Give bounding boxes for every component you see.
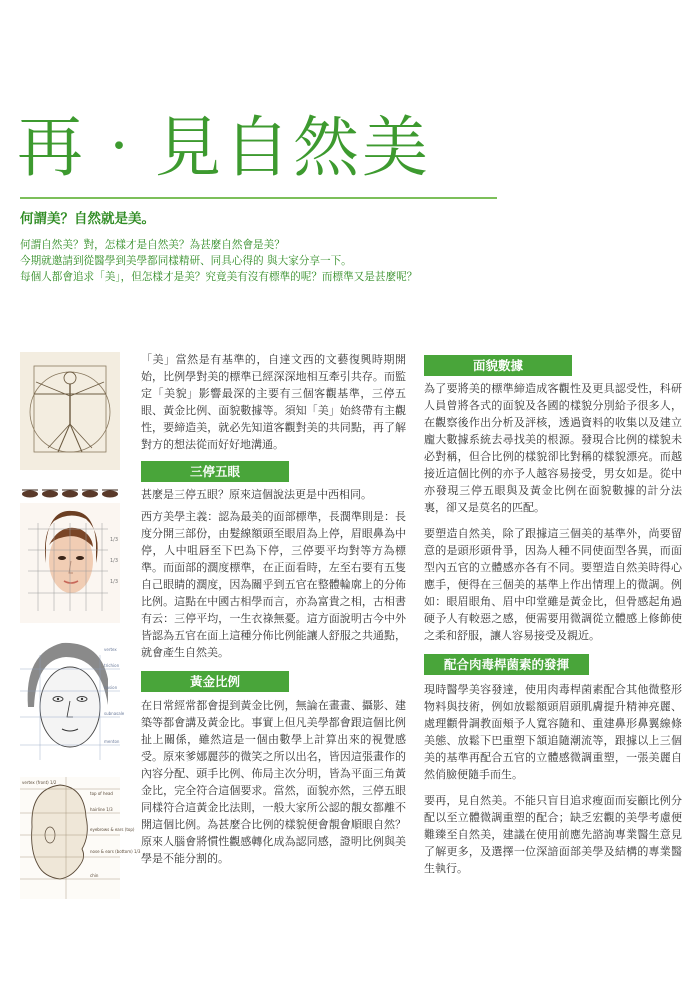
- section-paragraph: 要塑造自然美，除了跟據這三個美的基準外，尚要留意的是頭形頭骨爭，因為人種不同使面型各異，而面型內五官的立體感亦各有不同。要塑造自然美時得心應手，便得在三個美的基準上作出情理上的微調。例如：眼眉眼角、眉中印堂雖是黃金比，但骨感起角過硬予人有較惡之感，便需要用微調從立體感上修飾使之柔和舒服，讓人容易接受及親近。: [424, 527, 682, 642]
- proportion-label: nose & ears (bottom) 1/3: [90, 849, 141, 854]
- proportion-label: vertex (front) 1/2: [22, 780, 57, 785]
- proportion-label: top of head: [90, 791, 113, 796]
- section-paragraph: 為了要將美的標準締造成客觀性及更具認受性，科研人員曾將各式的面貌及各國的樣貌分別給予很多人，在觀察後作出分析及評核，透過資料的收集以及建立龐大數據系統去尋找美的根源。發現合比例的樣貌未必對稱，但合比例的樣貌卻比對稱的樣貌漂亮。而越接近這個比例的亦予人越容易接受，男女如是。從中亦發現三停五眼與及黃金比例在面貌數據的計分法裏，卻又是莫名的匹配。: [424, 382, 682, 514]
- intro-paragraph: 「美」當然是有基準的，自達文西的文藝復興時期開始，比例學對美的標準已經深深地相互牽引共存。而監定「美貌」影響最深的主要有三個客觀基準，三停五眼、黃金比例、面貌數據等。須知「美」始終帶有主觀性，要締造美，就必先知道客觀對美的共同點，再了解對方的想法從而好好地溝通。: [141, 353, 406, 451]
- section-paragraph: 西方美學主義：認為最美的面部標準，長濶準則是：長度分開三部份，由髮線額頭至眼眉為上停，眉眼鼻為中停，人中咀唇至下巴為下停，三停要平均對等方為標準。而面部的濶度標準，在正面看時，左至右要有五隻自己眼睛的濶度，因為關乎到五官在整體輪廓上的分佈比例。這點在中國古相學而言，亦為富貴之相，古相書有云：三停平均，一生衣祿無憂。這方面說明古今中外皆認為五官在面上這種分佈比例能讓人舒服之共通點，就會產生自然美。: [141, 510, 406, 659]
- intro-line: 今期就邀請到從醫學到美學都同樣精研、同具心得的 與大家分享一下。: [20, 255, 352, 267]
- three-sections-face-diagram: [20, 503, 120, 623]
- section-three-five: [141, 461, 406, 661]
- page-subtitle: 何謂美？自然就是美。: [20, 211, 155, 227]
- right-column: [424, 355, 682, 877]
- section-paragraph: 在日常經常都會提到黃金比例，無論在畫畫、攝影、建築等都會講及黃金比。事實上但凡美學都會跟這個比例扯上關係，雖然這是一個由數學上計算出來的視覺感受。原來爹娜麗莎的微笑之所以出名，皆因這張畫作的內容分配、頭手比例、佈局主次分明，皆為平面三角黃金比，完全符合這個要求。當然，面貌亦然，三停五眼同樣符合這黃金比法則，一般大家所公認的靚女都離不開這個比例。為甚麼合比例的樣貌便會靚會順眼自然？原來人腦會將慣性觀感轉化成為認同感，證明比例與美學是不能分割的。: [141, 699, 406, 865]
- proportion-label: chin: [90, 873, 99, 878]
- landmark-label: vertex: [104, 647, 117, 652]
- proportion-label: hairline 1/3: [90, 807, 113, 812]
- section-botox: [424, 654, 682, 877]
- section-heading: 黃金比例: [141, 671, 289, 692]
- page-title: 再‧見自然美: [17, 109, 431, 186]
- section-paragraph: 現時醫學美容發達，使用肉毒桿菌素配合其他微整形物料與技術，例如放鬆額頭眉頭肌膚提升精神亮麗、處理顴骨調教面頰予人寬容隨和、重建鼻形鼻翼線條美態、放鬆下巴重塑下頷追隨潮流等，跟據以上三個美的基準再配合五官的立體感微調重塑，一張美麗自然俏臉便隨手而生。: [424, 683, 682, 781]
- section-paragraph: 要再，見自然美。不能只盲目追求瘦面而妄顧比例分配以至立體微調重塑的配合；缺乏宏觀的美學考慮便難臻至自然美，建議在使用前應先諮詢專業醫生意見了解更多，及選擇一位深諳面部美學及結構的專業醫生執行。: [424, 794, 682, 875]
- vitruvian-man-illustration: [20, 352, 120, 470]
- ratio-label: 1/3: [110, 558, 119, 564]
- section-heading: 配合肉毒桿菌素的發揮: [424, 654, 589, 675]
- section-heading: 面貌數據: [424, 355, 572, 376]
- intro-text: [20, 237, 690, 285]
- landmark-label: nasion: [104, 685, 118, 690]
- ratio-label: 1/3: [110, 579, 119, 585]
- landmark-label: menton: [104, 739, 120, 744]
- left-column: [141, 351, 406, 867]
- section-paragraph: 甚麼是三停五眼？原來這個說法更是中西相同。: [141, 488, 372, 501]
- title-divider: [20, 197, 497, 199]
- ratio-label: 1/3: [110, 537, 119, 543]
- landmark-label: trichion: [104, 663, 120, 668]
- landmark-label: subnasale: [104, 711, 125, 716]
- section-heading: 三停五眼: [141, 461, 289, 482]
- intro-line: 何謂自然美？對，怎樣才是自然美？為甚麼自然會是美？: [20, 239, 285, 251]
- intro-line: 每個人都會追求「美」，但怎樣才是美？究竟美有沒有標準的呢？而標準又是甚麼呢？: [20, 271, 418, 283]
- head-profile-proportions-sketch: [20, 777, 141, 899]
- facial-proportions-sketch: [20, 635, 125, 760]
- proportion-label: eyebrows & ears (top): [90, 827, 135, 832]
- section-golden-ratio: [141, 671, 406, 867]
- five-eyes-illustration: [20, 486, 120, 500]
